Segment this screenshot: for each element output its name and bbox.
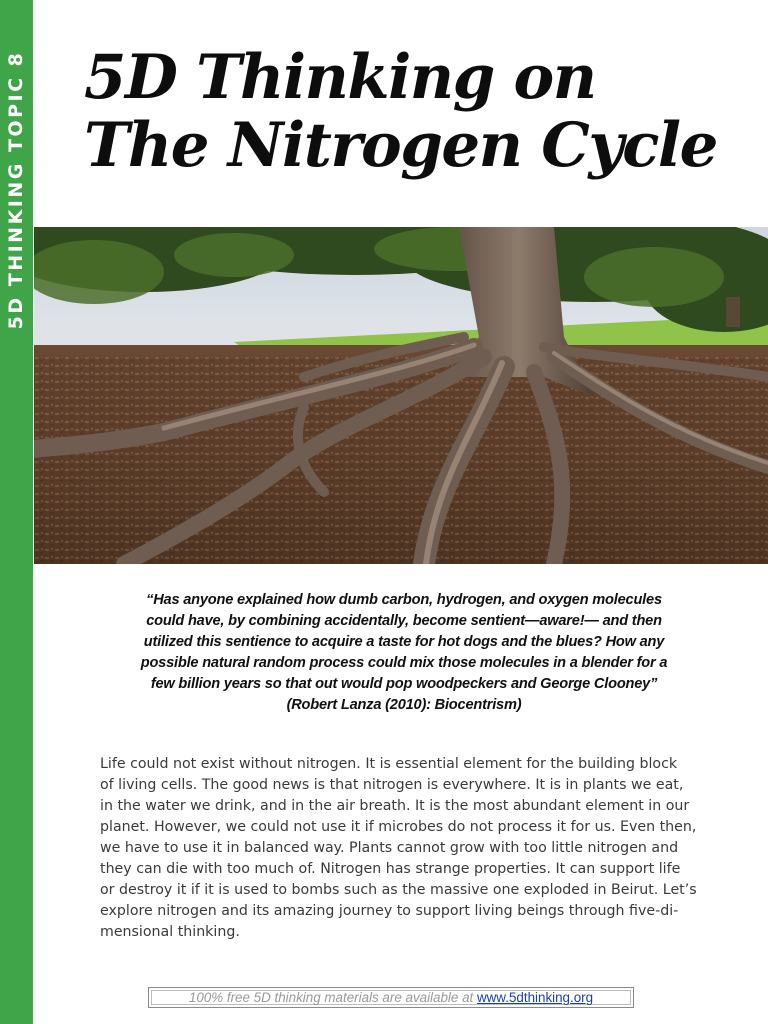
quote-line: possible natural random process could mix those molecules in a blender for a (140, 655, 668, 671)
paragraph-line: in the water we drink, and in the air breath. It is the most abundant element in our (100, 798, 690, 814)
quote-citation: (Robert Lanza (2010): Biocentrism) (286, 697, 522, 713)
paragraph-line: or destroy it if it is used to bombs such as the massive one exploded in Beirut. Let’s (100, 882, 697, 898)
title-line-2: The Nitrogen Cycle (84, 110, 717, 181)
paragraph-line: we have to use it in balanced way. Plants cannot grow with too little nitrogen and (100, 840, 679, 856)
paragraph-line: they can die with too much of. Nitrogen has strange properties. It can support life (100, 861, 681, 877)
hero-tree-photo (34, 227, 768, 564)
paragraph-line: explore nitrogen and its amazing journey to support living beings through five-di- (100, 903, 679, 919)
quote-line: utilized this sentience to acquire a taste for hot dogs and the blues? How any (143, 634, 665, 650)
website-link[interactable]: www.5dthinking.org (476, 990, 594, 1005)
sidebar-topic-label: 5D THINKING TOPIC 8 (5, 50, 27, 330)
intro-paragraph (100, 754, 720, 943)
quote-line: “Has anyone explained how dumb carbon, hydrogen, and oxygen molecules (146, 592, 662, 608)
quote-line: few billion years so that out would pop woodpeckers and George Clooney” (150, 676, 658, 692)
paragraph-line: planet. However, we could not use it if microbes do not process it for us. Even then, (100, 819, 697, 835)
title-line-1: 5D Thinking on (84, 42, 596, 113)
footer-text: 100% free 5D thinking materials are available at (188, 990, 477, 1005)
page-title (84, 44, 717, 180)
paragraph-line: Life could not exist without nitrogen. It is essential element for the building block (100, 756, 678, 772)
quote-line: could have, by combining accidentally, become sentient—aware!— and then (146, 613, 662, 629)
quote-block (104, 590, 704, 716)
sidebar-strip (0, 0, 33, 1024)
paragraph-line: mensional thinking. (100, 924, 240, 940)
paragraph-line: of living cells. The good news is that nitrogen is everywhere. It is in plants we eat, (100, 777, 684, 793)
footer-banner (148, 987, 634, 1008)
